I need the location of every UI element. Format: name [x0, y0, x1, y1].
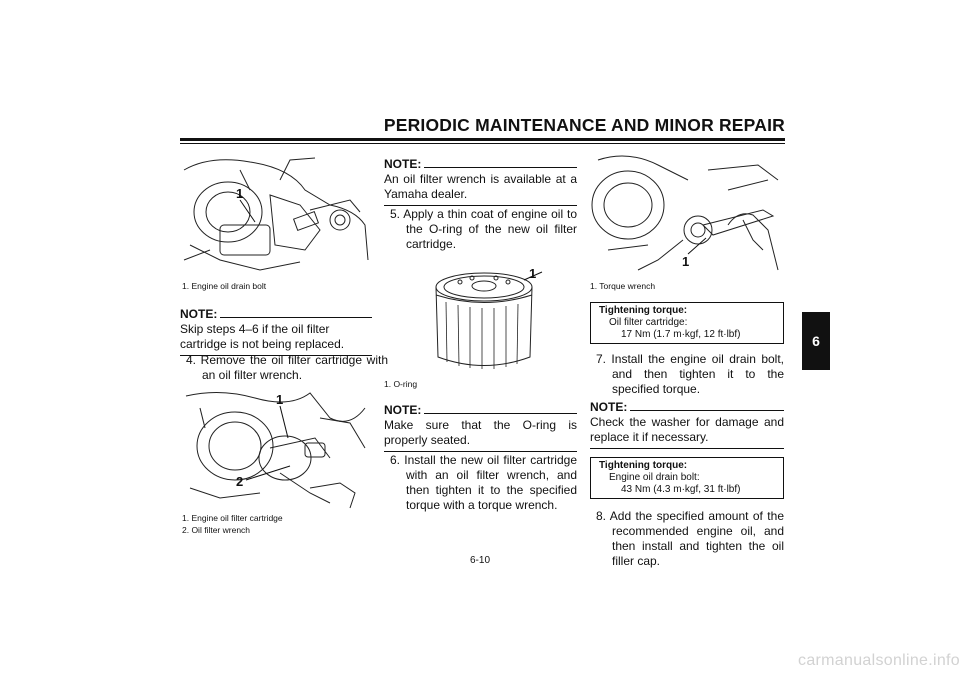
figure-oil-filter-removal — [180, 388, 372, 510]
step-5: 5. Apply a thin coat of engine oil to the O-ring of the new oil filter cartridge. — [390, 207, 577, 251]
header-rule-thin — [180, 143, 785, 144]
fig2-callout-1: 1 — [276, 392, 284, 407]
torque-value: 17 Nm (1.7 m·kgf, 12 ft·lbf) — [621, 329, 741, 340]
step-8: 8. Add the specified amount of the recommended engine oil, and then install and tighten the oil filler cap. — [596, 509, 784, 568]
torque-item: Oil filter cartridge: — [609, 317, 688, 328]
figure-oil-filter-oring — [384, 262, 577, 374]
oil-filter-cartridge-illustration — [384, 262, 577, 374]
note-wrench-available — [384, 157, 577, 206]
page-header-title: PERIODIC MAINTENANCE AND MINOR REPAIR — [383, 115, 785, 135]
fig3-caption: 1. O-ring — [384, 379, 418, 389]
fig1-callout-1: 1 — [236, 186, 244, 201]
torque-item: Engine oil drain bolt: — [609, 472, 700, 483]
note-oring-seated — [384, 403, 577, 452]
fig4-caption: 1. Torque wrench — [590, 281, 656, 291]
header-rule-thick — [180, 138, 785, 141]
step-7: 7. Install the engine oil drain bolt, and then tighten it to the specified torque. — [596, 352, 784, 396]
torque-title: Tightening torque: — [599, 305, 688, 316]
torque-value: 43 Nm (4.3 m·kgf, 31 ft·lbf) — [621, 484, 741, 495]
note-check-washer — [590, 400, 784, 449]
note-text: Make sure that the O-ring is properly seated. — [384, 418, 577, 447]
torque-wrench-illustration — [588, 150, 784, 278]
torque-title: Tightening torque: — [599, 460, 688, 471]
note-text: Check the washer for damage and replace it if necessary. — [590, 415, 784, 444]
fig3-callout-1: 1 — [529, 266, 537, 281]
figure-torque-wrench — [588, 150, 784, 278]
oil-filter-removal-illustration — [180, 388, 372, 510]
torque-box-oil-filter — [590, 302, 784, 344]
step-6: 6. Install the new oil filter cartridge with an oil filter wrench, and then tighten it to the specified torque with a torque wrench. — [390, 453, 577, 512]
note-text: An oil filter wrench is available at a Yamaha dealer. — [384, 172, 577, 201]
note-label: NOTE: — [180, 307, 218, 321]
note-label: NOTE: — [384, 157, 422, 171]
fig2-callout-2: 2 — [236, 474, 244, 489]
fig1-caption: 1. Engine oil drain bolt — [182, 281, 267, 291]
fig2-caption-2: 2. Oil filter wrench — [182, 525, 251, 535]
note-text: Skip steps 4–6 if the oil filter cartridge is not being replaced. — [180, 322, 345, 351]
figure-engine-drain-bolt — [180, 150, 372, 278]
torque-box-drain-bolt — [590, 457, 784, 499]
watermark-text: carmanualsonline.info — [798, 652, 960, 669]
chapter-tab: 6 — [802, 312, 830, 370]
note-label: NOTE: — [384, 403, 422, 417]
note-skip-steps — [180, 307, 372, 356]
engine-drain-bolt-illustration — [180, 150, 372, 278]
fig2-caption-1: 1. Engine oil filter cartridge — [182, 513, 283, 523]
page-number: 6-10 — [469, 555, 490, 566]
fig4-callout-1: 1 — [682, 254, 690, 269]
note-label: NOTE: — [590, 400, 628, 414]
step-4: 4. Remove the oil filter cartridge with an oil filter wrench. — [186, 353, 388, 382]
